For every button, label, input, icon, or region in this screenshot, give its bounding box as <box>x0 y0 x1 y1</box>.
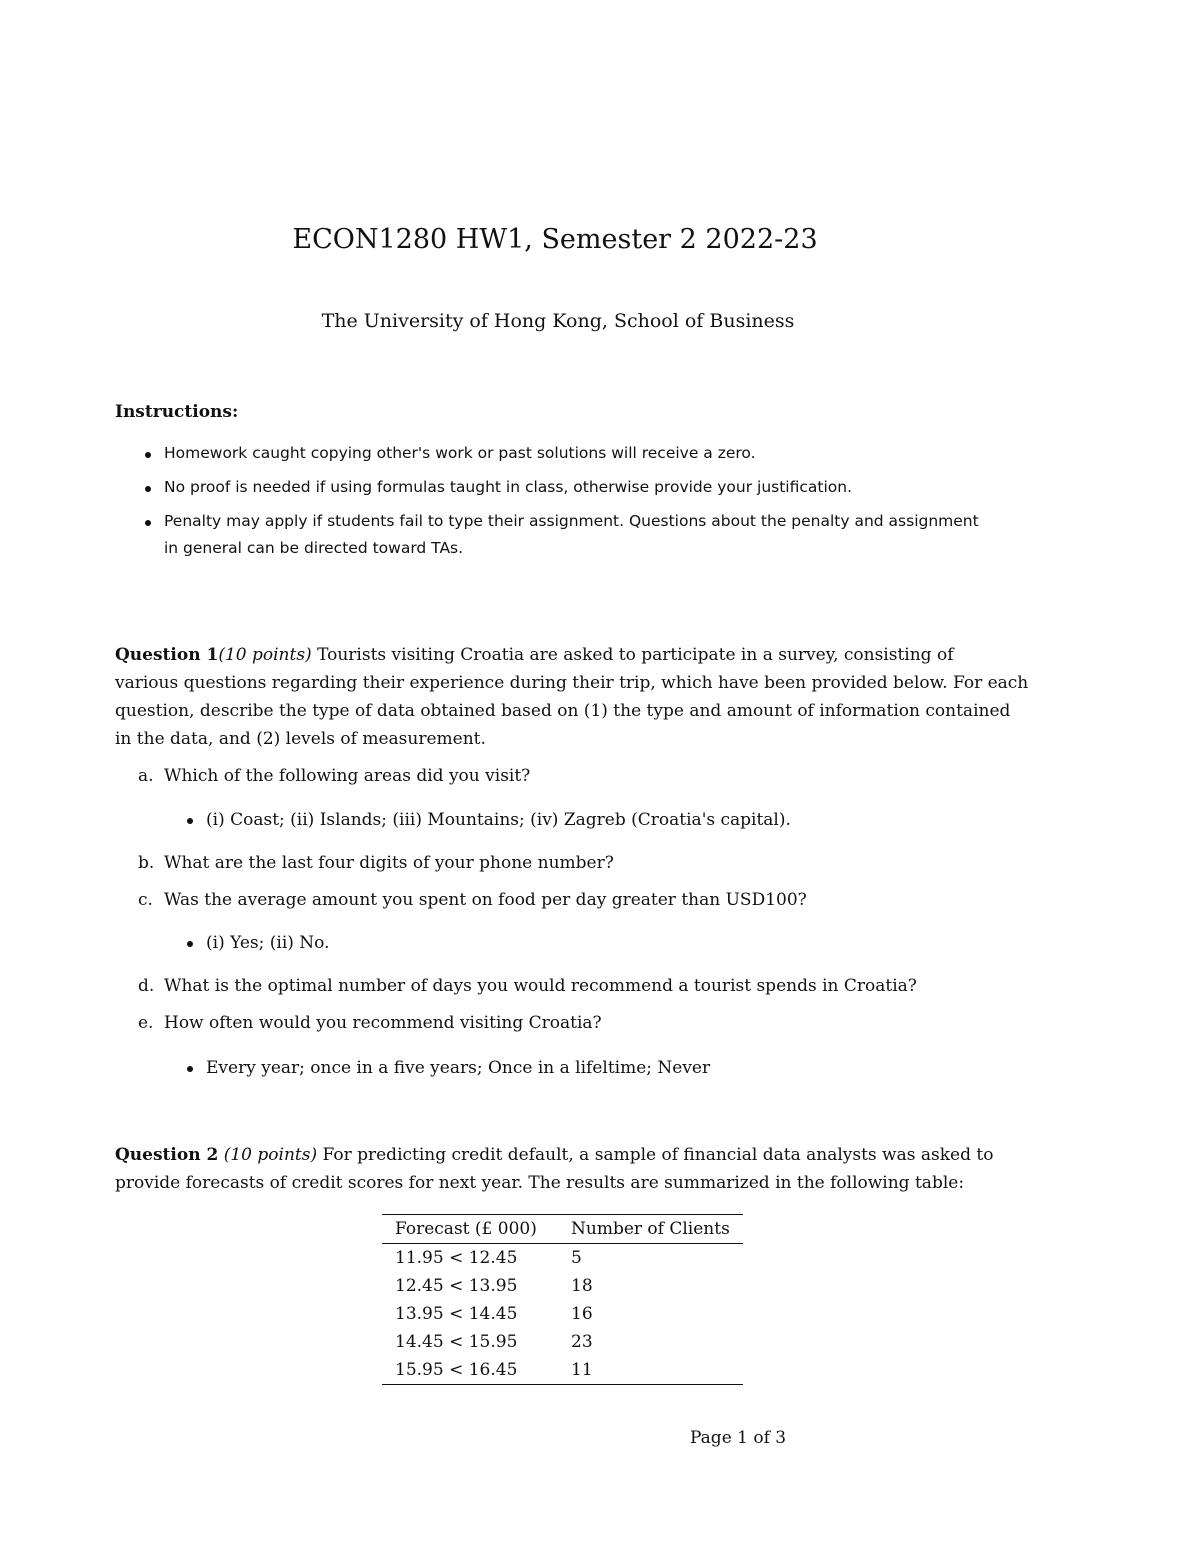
column-header: Forecast (£ 000) <box>395 1219 537 1239</box>
instructions-heading: Instructions: <box>115 402 239 422</box>
instruction-item: No proof is needed if using formulas taught in class, otherwise provide your justification. <box>164 478 853 496</box>
table-cell: 11 <box>571 1360 593 1380</box>
bullet-icon <box>187 818 193 824</box>
part-question: What are the last four digits of your phone number? <box>164 853 614 873</box>
part-question: What is the optimal number of days you would recommend a tourist spends in Croatia? <box>164 976 917 996</box>
part-options: (i) Coast; (ii) Islands; (iii) Mountains; (iv) Zagreb (Croatia's capital). <box>206 810 791 830</box>
table-row <box>382 1328 743 1356</box>
table-header-row <box>382 1215 743 1244</box>
table-row <box>382 1244 743 1273</box>
part-letter: a. <box>138 766 154 786</box>
question1-text: various questions regarding their experience during their trip, which have been provided below. For each <box>115 673 1029 693</box>
table-cell: 12.45 < 13.95 <box>395 1276 518 1296</box>
table-cell: 15.95 < 16.45 <box>395 1360 518 1380</box>
question1-text: in the data, and (2) levels of measurement. <box>115 729 486 749</box>
question2-points: (10 points) <box>223 1145 318 1165</box>
part-question: Was the average amount you spent on food per day greater than USD100? <box>164 890 807 910</box>
question1-text: question, describe the type of data obtained based on (1) the type and amount of information contained <box>115 701 1011 721</box>
bullet-icon <box>145 520 151 526</box>
part-letter: c. <box>138 890 153 910</box>
table-row <box>382 1356 743 1385</box>
table-cell: 14.45 < 15.95 <box>395 1332 518 1352</box>
question2-first-line <box>115 1145 993 1165</box>
instruction-item: Homework caught copying other's work or past solutions will receive a zero. <box>164 444 756 462</box>
table-cell: 23 <box>571 1332 593 1352</box>
table-cell: 13.95 < 14.45 <box>395 1304 518 1324</box>
question2-text: provide forecasts of credit scores for next year. The results are summarized in the following table: <box>115 1173 965 1193</box>
column-header: Number of Clients <box>571 1219 730 1239</box>
page-number: Page 1 of 3 <box>690 1428 787 1448</box>
instruction-item-continued: in general can be directed toward TAs. <box>164 539 464 557</box>
document-title: ECON1280 HW1, Semester 2 2022-23 <box>292 224 818 255</box>
part-letter: e. <box>138 1013 154 1033</box>
table-cell: 5 <box>571 1248 582 1268</box>
table-cell: 11.95 < 12.45 <box>395 1248 518 1268</box>
bullet-icon <box>145 452 151 458</box>
table-cell: 18 <box>571 1276 593 1296</box>
document-subtitle: The University of Hong Kong, School of Business <box>321 310 795 332</box>
bullet-icon <box>187 941 193 947</box>
question1-label: Question 1 <box>115 645 219 665</box>
question2-text: For predicting credit default, a sample of financial data analysts was asked to <box>322 1145 994 1165</box>
part-question: Which of the following areas did you visit? <box>164 766 531 786</box>
table-cell: 16 <box>571 1304 593 1324</box>
part-options: (i) Yes; (ii) No. <box>206 933 330 953</box>
question2-label: Question 2 <box>115 1145 219 1165</box>
question1-text: Tourists visiting Croatia are asked to participate in a survey, consisting of <box>317 645 954 665</box>
part-question: How often would you recommend visiting Croatia? <box>164 1013 602 1033</box>
table-row <box>382 1272 743 1300</box>
part-letter: d. <box>138 976 155 996</box>
question1-points: (10 points) <box>218 645 312 665</box>
question1-first-line <box>115 645 954 665</box>
table-row <box>382 1300 743 1328</box>
instruction-item: Penalty may apply if students fail to type their assignment. Questions about the penalty and assignment <box>164 512 979 530</box>
bullet-icon <box>187 1066 193 1072</box>
bullet-icon <box>145 486 151 492</box>
forecast-table <box>382 1214 743 1385</box>
part-letter: b. <box>138 853 155 873</box>
part-options: Every year; once in a five years; Once in a lifeltime; Never <box>206 1058 711 1078</box>
